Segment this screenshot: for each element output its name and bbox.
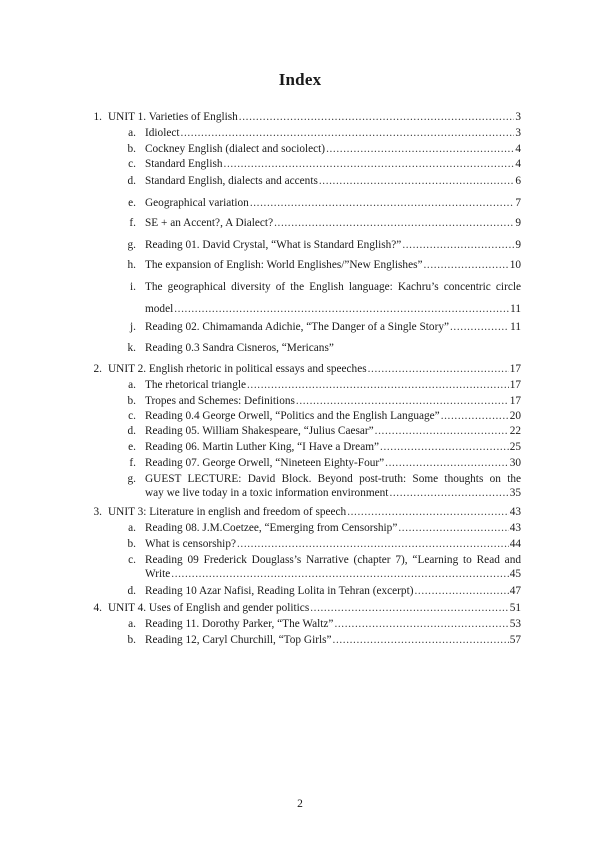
unit3-item-d-label: Reading 10 Azar Nafisi, Reading Lolita in Tehran (excerpt) <box>145 585 414 597</box>
unit1-entry[interactable] <box>108 110 521 124</box>
unit3-item-c-number: c. <box>128 554 136 566</box>
unit1-item-i-label[interactable]: The geographical diversity of the English language: Kachru’s concentric circle <box>145 281 521 293</box>
unit1-item-f-page: 9 <box>515 217 521 229</box>
unit1-item-b-leader-dots <box>326 142 514 156</box>
unit1-item-h-page: 10 <box>509 259 521 271</box>
unit1-item-j-page: 11 <box>510 321 521 333</box>
unit2-entry[interactable] <box>108 362 521 376</box>
unit3-item-d-leader-dots <box>414 584 508 598</box>
unit1-item-a[interactable] <box>145 126 521 140</box>
unit3-item-b-number: b. <box>127 538 136 550</box>
unit2-item-a-number: a. <box>128 379 136 391</box>
unit3-entry-page: 43 <box>509 506 521 518</box>
unit1-item-e-number: e. <box>128 197 136 209</box>
unit1-item-a-label: Idiolect <box>145 127 180 139</box>
unit2-item-b-page: 17 <box>509 395 521 407</box>
unit4-item-a-page: 53 <box>509 618 521 630</box>
unit3-item-c-continued[interactable] <box>145 567 521 581</box>
unit1-item-h-number: h. <box>127 259 136 271</box>
unit1-item-b-page: 4 <box>515 143 521 155</box>
unit3-item-d-number: d. <box>127 585 136 597</box>
unit2-item-a-page: 17 <box>509 379 521 391</box>
unit2-item-b-leader-dots <box>296 394 509 408</box>
unit4-item-b-number: b. <box>127 634 136 646</box>
unit1-item-a-number: a. <box>128 127 136 139</box>
unit2-item-c-label: Reading 0.4 George Orwell, “Politics and the English Language” <box>145 410 440 422</box>
unit2-entry-label: UNIT 2. English rhetoric in political essays and speeches <box>108 363 367 375</box>
unit4-entry-number: 4. <box>93 602 102 614</box>
unit2-item-a[interactable] <box>145 378 521 392</box>
unit1-item-d-leader-dots <box>319 174 514 188</box>
unit3-item-a-label: Reading 08. J.M.Coetzee, “Emerging from Censorship” <box>145 522 398 534</box>
unit2-item-f-leader-dots <box>385 456 509 470</box>
unit1-item-e-label: Geographical variation <box>145 197 249 209</box>
unit1-item-c[interactable] <box>145 157 521 171</box>
unit1-entry-leader-dots <box>239 110 515 124</box>
unit2-item-d-page: 22 <box>509 425 521 437</box>
unit1-item-g-number: g. <box>127 239 136 251</box>
unit1-item-e-leader-dots <box>250 196 515 210</box>
unit1-item-d[interactable] <box>145 174 521 188</box>
unit1-item-g[interactable] <box>145 238 521 252</box>
unit4-entry[interactable] <box>108 601 521 615</box>
unit2-item-f-page: 30 <box>509 457 521 469</box>
unit4-item-b-label: Reading 12, Caryl Churchill, “Top Girls” <box>145 634 332 646</box>
unit1-entry-page: 3 <box>515 111 521 123</box>
unit3-item-c-label[interactable]: Reading 09 Frederick Douglass’s Narrative (chapter 7), “Learning to Read and <box>145 554 521 566</box>
unit1-item-a-page: 3 <box>515 127 521 139</box>
unit1-item-b[interactable] <box>145 142 521 156</box>
unit2-item-g-label-cont: way we live today in a toxic information environment <box>145 487 389 499</box>
unit1-item-k-number: k. <box>127 342 136 354</box>
unit1-item-g-page: 9 <box>515 239 521 251</box>
unit1-entry-label: UNIT 1. Varieties of English <box>108 111 238 123</box>
unit4-entry-label: UNIT 4. Uses of English and gender politics <box>108 602 310 614</box>
unit2-item-g-number: g. <box>127 473 136 485</box>
unit3-item-b[interactable] <box>145 537 521 551</box>
unit1-item-i-continued[interactable] <box>145 302 521 316</box>
unit2-entry-number: 2. <box>93 363 102 375</box>
unit3-item-d[interactable] <box>145 584 521 598</box>
unit1-item-j-number: j. <box>130 321 136 333</box>
unit2-item-d[interactable] <box>145 424 521 438</box>
unit1-item-e[interactable] <box>145 196 521 210</box>
unit2-entry-page: 17 <box>509 363 521 375</box>
unit2-item-b[interactable] <box>145 394 521 408</box>
unit3-item-b-page: 44 <box>509 538 521 550</box>
unit2-item-d-leader-dots <box>375 424 509 438</box>
unit3-item-a-leader-dots <box>398 521 508 535</box>
unit2-item-c-number: c. <box>128 410 136 422</box>
unit2-item-d-label: Reading 05. William Shakespeare, “Julius Caesar” <box>145 425 374 437</box>
unit1-item-j[interactable] <box>145 320 521 334</box>
page-number: 2 <box>297 798 303 810</box>
unit3-item-c-page: 45 <box>509 568 521 580</box>
unit1-item-i-label-cont: model <box>145 303 174 315</box>
unit3-item-d-page: 47 <box>509 585 521 597</box>
unit1-item-f[interactable] <box>145 216 521 230</box>
unit3-item-c-label-cont: Write <box>145 568 171 580</box>
unit1-item-b-label: Cockney English (dialect and sociolect) <box>145 143 326 155</box>
unit2-item-f-label: Reading 07. George Orwell, “Nineteen Eighty-Four” <box>145 457 385 469</box>
unit1-item-i-page: 11 <box>510 303 521 315</box>
unit2-item-g-label[interactable]: GUEST LECTURE: David Block. Beyond post-truth: Some thoughts on the <box>145 473 521 485</box>
unit1-item-c-page: 4 <box>515 158 521 170</box>
unit4-item-a[interactable] <box>145 617 521 631</box>
unit2-item-c-page: 20 <box>509 410 521 422</box>
unit3-entry-label: UNIT 3: Literature in english and freedom of speech <box>108 506 347 518</box>
unit1-item-c-number: c. <box>128 158 136 170</box>
unit2-item-c[interactable] <box>145 409 521 423</box>
unit3-item-a[interactable] <box>145 521 521 535</box>
unit1-item-j-leader-dots <box>450 320 509 334</box>
unit1-item-f-leader-dots <box>274 216 514 230</box>
unit1-item-g-label: Reading 01. David Crystal, “What is Standard English?” <box>145 239 402 251</box>
unit1-item-d-number: d. <box>127 175 136 187</box>
unit2-item-b-label: Tropes and Schemes: Definitions <box>145 395 295 407</box>
unit1-item-f-number: f. <box>129 217 136 229</box>
unit3-entry-leader-dots <box>347 505 509 519</box>
unit2-item-c-leader-dots <box>441 409 509 423</box>
unit1-item-c-label: Standard English <box>145 158 223 170</box>
unit1-item-d-page: 6 <box>515 175 521 187</box>
unit2-item-d-number: d. <box>127 425 136 437</box>
unit3-item-c-leader-dots <box>171 567 508 581</box>
unit2-entry-leader-dots <box>368 362 509 376</box>
unit4-entry-leader-dots <box>310 601 508 615</box>
unit2-item-g-page: 35 <box>509 487 521 499</box>
unit4-item-a-leader-dots <box>334 617 508 631</box>
unit1-item-i-leader-dots <box>174 302 509 316</box>
unit1-item-d-label: Standard English, dialects and accents <box>145 175 318 187</box>
unit1-item-j-label: Reading 02. Chimamanda Adichie, “The Danger of a Single Story” <box>145 321 449 333</box>
unit1-item-b-number: b. <box>127 143 136 155</box>
unit2-item-e-page: 25 <box>509 441 521 453</box>
unit2-item-e-number: e. <box>128 441 136 453</box>
unit3-entry-number: 3. <box>93 506 102 518</box>
unit1-item-h[interactable] <box>145 258 521 272</box>
unit1-item-k-label: Reading 0.3 Sandra Cisneros, “Mericans” <box>145 342 334 354</box>
unit1-item-h-label: The expansion of English: World Englishes/”New Englishes” <box>145 259 423 271</box>
unit2-item-e-leader-dots <box>380 440 509 454</box>
unit1-item-g-leader-dots <box>402 238 514 252</box>
unit2-item-a-label: The rhetorical triangle <box>145 379 246 391</box>
unit4-item-a-label: Reading 11. Dorothy Parker, “The Waltz” <box>145 618 334 630</box>
unit4-item-b[interactable] <box>145 633 521 647</box>
unit4-item-b-page: 57 <box>509 634 521 646</box>
unit4-item-a-number: a. <box>128 618 136 630</box>
unit1-item-e-page: 7 <box>515 197 521 209</box>
unit1-entry-number: 1. <box>93 111 102 123</box>
unit1-item-c-leader-dots <box>224 157 515 171</box>
unit2-item-a-leader-dots <box>247 378 509 392</box>
unit3-item-a-page: 43 <box>509 522 521 534</box>
unit2-item-f[interactable] <box>145 456 521 470</box>
unit4-item-b-leader-dots <box>333 633 509 647</box>
unit3-item-b-leader-dots <box>237 537 509 551</box>
unit2-item-g-leader-dots <box>389 486 508 500</box>
unit2-item-f-number: f. <box>129 457 136 469</box>
unit4-entry-page: 51 <box>509 602 521 614</box>
unit1-item-h-leader-dots <box>424 258 509 272</box>
page-title: Index <box>278 70 322 89</box>
unit3-item-b-label: What is censorship? <box>145 538 236 550</box>
unit2-item-b-number: b. <box>127 395 136 407</box>
unit1-item-a-leader-dots <box>181 126 515 140</box>
unit3-entry[interactable] <box>108 505 521 519</box>
unit2-item-e-label: Reading 06. Martin Luther King, “I Have a Dream” <box>145 441 380 453</box>
unit2-item-e[interactable] <box>145 440 521 454</box>
unit1-item-i-number: i. <box>130 281 136 293</box>
unit3-item-a-number: a. <box>128 522 136 534</box>
unit1-item-f-label: SE + an Accent?, A Dialect? <box>145 217 274 229</box>
unit1-item-k[interactable] <box>145 341 521 355</box>
unit2-item-g-continued[interactable] <box>145 486 521 500</box>
